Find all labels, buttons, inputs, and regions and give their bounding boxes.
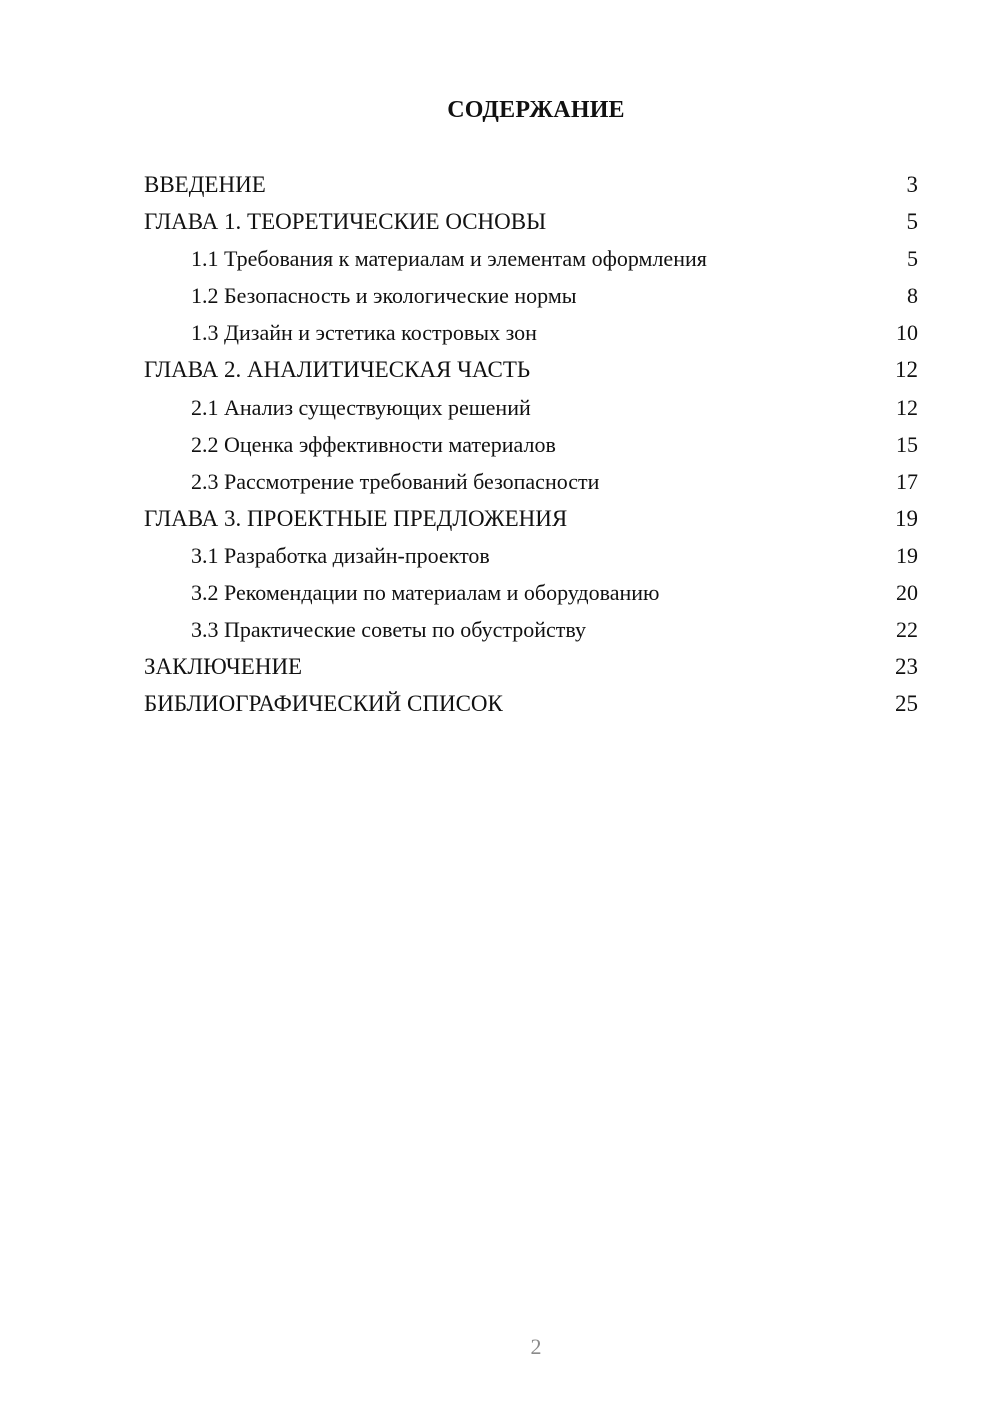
toc-entry-label: ГЛАВА 3. ПРОЕКТНЫЕ ПРЕДЛОЖЕНИЯ [144,505,568,531]
toc-entry-label: ЗАКЛЮЧЕНИЕ [144,654,303,680]
toc-entry-page: 19 [896,542,918,568]
toc-entry-page: 12 [896,394,918,420]
toc-entry-bibliography [144,685,918,722]
toc-entry-conclusion [144,648,918,685]
toc-entry-introduction [144,166,918,203]
toc-entry-label: 3.2 Рекомендации по материалам и оборудованию [191,580,660,606]
table-of-contents [144,166,918,722]
toc-entry-label: 3.1 Разработка дизайн-проектов [191,542,490,568]
toc-entry-page: 17 [896,468,918,494]
toc-entry-label: 2.3 Рассмотрение требований безопасности [191,468,600,494]
toc-entry-label: ВВЕДЕНИЕ [144,172,266,197]
toc-entry-label: 3.3 Практические советы по обустройству [191,617,587,643]
toc-entry-label: ГЛАВА 1. ТЕОРЕТИЧЕСКИЕ ОСНОВЫ [144,209,547,235]
toc-entry-label: ГЛАВА 2. АНАЛИТИЧЕСКАЯ ЧАСТЬ [144,357,531,383]
toc-entry-label: 2.2 Оценка эффективности материалов [191,431,556,457]
toc-entry-page: 20 [896,580,918,606]
toc-entry-section-1-2 [144,277,918,314]
toc-entry-page: 5 [907,246,918,272]
page-number: 2 [530,1334,542,1359]
toc-entry-section-3-3 [144,611,918,648]
toc-entry-section-3-1 [144,537,918,574]
toc-entry-section-3-2 [144,574,918,611]
toc-entry-page: 15 [896,431,918,457]
toc-entry-section-1-1 [144,240,918,277]
toc-entry-label: 1.2 Безопасность и экологические нормы [191,283,577,309]
toc-entry-chapter-2 [144,351,918,388]
toc-entry-page: 19 [895,505,918,531]
toc-entry-label: 1.1 Требования к материалам и элементам оформления [191,246,707,272]
toc-entry-section-2-1 [144,389,918,426]
toc-entry-page: 3 [906,172,918,197]
toc-entry-label: 1.3 Дизайн и эстетика костровых зон [191,320,537,346]
toc-entry-chapter-3 [144,500,918,537]
toc-entry-label: БИБЛИОГРАФИЧЕСКИЙ СПИСОК [144,691,503,717]
toc-entry-section-1-3 [144,314,918,351]
toc-entry-section-2-2 [144,426,918,463]
toc-entry-section-2-3 [144,463,918,500]
toc-entry-label: 2.1 Анализ существующих решений [191,394,531,420]
toc-entry-page: 5 [906,209,918,235]
toc-entry-page: 23 [895,654,918,680]
toc-entry-page: 10 [896,320,918,346]
toc-entry-page: 22 [896,617,918,643]
toc-entry-page: 12 [895,357,918,383]
toc-entry-chapter-1 [144,203,918,240]
toc-entry-page: 8 [907,283,918,309]
toc-entry-page: 25 [895,691,918,717]
page-title: СОДЕРЖАНИЕ [447,97,625,123]
